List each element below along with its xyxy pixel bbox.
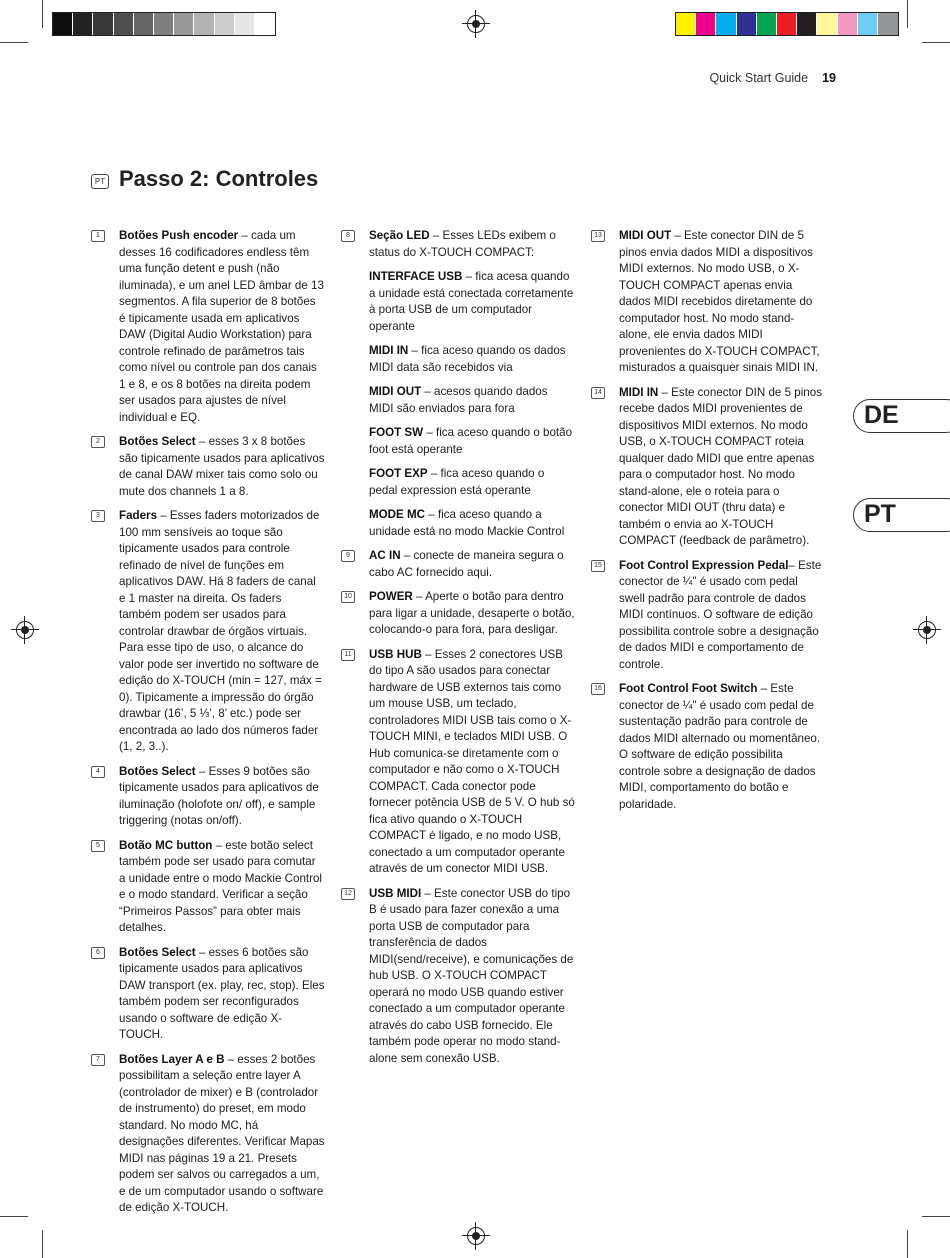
item-number: 15 xyxy=(591,560,605,572)
column-1 xyxy=(96,228,325,1225)
registration-mark-icon xyxy=(16,621,34,639)
led-text: – fica aceso quando a unidade está no modo Mackie Control xyxy=(369,508,565,538)
item-text: – Este conector de ¼" é usado com pedal swell padrão para controle de dados MIDI contínuos. O software de edição possibilita controle sobre a designação de dados MIDI e comportamento de controle. xyxy=(619,558,822,671)
list-item xyxy=(96,228,325,426)
item-label: Foot Control Expression Pedal xyxy=(619,558,789,572)
crop-mark xyxy=(42,1230,43,1258)
item-label: Botões Select xyxy=(119,764,196,778)
item-number: 2 xyxy=(91,436,105,448)
list-item xyxy=(346,548,575,581)
item-number: 10 xyxy=(341,591,355,603)
page-number: 19 xyxy=(822,71,836,85)
registration-mark-icon xyxy=(467,15,485,33)
color-swatch xyxy=(73,13,93,35)
color-swatch xyxy=(676,13,696,35)
side-tab-pt[interactable]: PT xyxy=(853,498,950,532)
crop-mark xyxy=(922,1216,950,1217)
color-swatch xyxy=(797,13,817,35)
item-text: – Este conector DIN de 5 pinos envia dados MIDI a dispositivos MIDI externos. No modo USB, o X-TOUCH COMPACT apenas envia dados MIDI recebidos diretamente do computador host. No modo stand-alone, ele envia dados MIDI provenientes do X-TOUCH COMPACT, misturados a quaisquer sinais MIDI IN. xyxy=(619,229,820,374)
list-item xyxy=(594,385,825,550)
led-text: – acesos quando dados MIDI são enviados para fora xyxy=(369,385,548,415)
crop-mark xyxy=(907,1230,908,1258)
item-number: 5 xyxy=(91,840,105,852)
list-item xyxy=(344,647,575,878)
cmyk-color-bar xyxy=(675,12,899,36)
crop-mark xyxy=(42,0,43,28)
item-label: USB MIDI xyxy=(369,886,422,900)
item-number: 14 xyxy=(591,387,605,399)
item-text: – esses 3 x 8 botões são tipicamente usados para aplicativos de canal DAW mixer tais como solo ou mute dos channels 1 a 8. xyxy=(119,435,325,498)
item-label: Botão MC button xyxy=(119,838,213,852)
led-text: – fica acesa quando a unidade está conectada corretamente à porta USB de um computador operante xyxy=(369,270,574,333)
list-item xyxy=(594,558,825,674)
color-swatch xyxy=(777,13,797,35)
crop-mark xyxy=(922,42,950,43)
item-number: 1 xyxy=(91,230,105,242)
running-header xyxy=(709,71,836,85)
color-swatch xyxy=(757,13,777,35)
color-swatch xyxy=(696,13,716,35)
item-label: MIDI OUT xyxy=(619,229,672,242)
crop-mark xyxy=(0,1216,28,1217)
led-status-item xyxy=(369,507,575,540)
item-text: – esses 2 botões possibilitam a seleção entre layer A (controlador de mixer) e B (controlador de instrumento) do preset, em modo standard. No modo MC, há designações diferentes. Verificar Mapas MIDI nas páginas 19 a 21. Presets podem ser salvos ou carregados a um, e de um computador usando o software de edição X-TOUCH. xyxy=(119,1052,325,1214)
item-number: 6 xyxy=(91,947,105,959)
led-label: INTERFACE USB xyxy=(369,270,463,283)
color-swatch xyxy=(194,13,214,35)
item-label: Botões Layer A e B xyxy=(119,1052,225,1066)
color-swatch xyxy=(114,13,134,35)
color-swatch xyxy=(716,13,736,35)
color-swatch xyxy=(838,13,858,35)
item-text: – Este conector DIN de 5 pinos recebe dados MIDI provenientes de dispositivos MIDI externos. No modo USB, o X-TOUCH COMPACT roteia qualquer dado MIDI que entre apenas para o computador host. No modo stand-alone, ele o roteia para o conector MIDI OUT (thru data) e também o envia ao X-TOUCH COMPACT (feedback de parâmetro). xyxy=(619,385,822,547)
color-swatch xyxy=(817,13,837,35)
item-label: Faders xyxy=(119,509,158,522)
item-text: – este botão select também pode ser usado para comutar a unidade entre o modo Mackie Control e o modo standard. Verificar a seção “Primeiros Passos” para obter mais detalhes. xyxy=(119,838,323,934)
item-label: Botões Select xyxy=(119,435,196,448)
item-number: 4 xyxy=(91,766,105,778)
list-item xyxy=(96,434,325,500)
registration-mark-icon xyxy=(918,621,936,639)
item-label: Seção LED xyxy=(369,229,430,242)
color-swatch xyxy=(878,13,898,35)
item-text: – cada um desses 16 codificadores endless têm uma função detent e push (não iluminada), e um anel LED âmbar de 13 segmentos. A fila superior de 8 botões é tipicamente usada em aplicativos DAW (Digital Audio Workstation) para controle refinado de parâmetros tais como nível ou controle pan dos canais 1 e 8, e os 8 botões na direita podem ser usados para ajustes de nível individual e EQ. xyxy=(119,229,324,424)
item-number: 11 xyxy=(341,649,355,661)
item-text: – Esses faders motorizados de 100 mm sensíveis ao toque são tipicamente usados para controle refinado de nível de funções em aplicativos DAW. Há 8 faders de canal e 1 master na direita. Os faders também podem ser usados para controlar drawbar de órgãos virtuais. Para esse tipo de uso, o alcance do valor pode ser invertido no software de edição do X-TOUCH (min = 127, máx = 0). Tipicamente a impressão do órgão drawbar (16’, 5 ⅓’, 8’ etc.) pode ser encontrada ao lado dos números fader (1, 2, 3..). xyxy=(119,509,322,753)
led-status-item xyxy=(369,466,575,499)
item-label: Botões Select xyxy=(119,945,196,959)
color-swatch xyxy=(255,13,275,35)
list-item xyxy=(96,508,325,756)
crop-mark xyxy=(907,0,908,28)
color-swatch xyxy=(93,13,113,35)
list-item xyxy=(96,838,325,937)
item-label: AC IN xyxy=(369,549,401,562)
item-label: Foot Control Foot Switch xyxy=(619,682,758,695)
item-label: USB HUB xyxy=(369,647,422,661)
item-text: – Este conector de ¼" é usado com pedal de sustentação padrão para controle de dados MIDI alternado ou momentâneo. O software de edição possibilita controle sobre a designação de dados MIDI, comportamento do botão e polaridade. xyxy=(619,682,821,811)
led-text: – fica aceso quando os dados MIDI data são recebidos via xyxy=(369,344,566,374)
led-status-item xyxy=(369,269,575,335)
list-item xyxy=(346,228,575,261)
item-text: – Aperte o botão para dentro para ligar a unidade, desaperte o botão, colocando-o para fora, para desligar. xyxy=(369,590,575,636)
item-number: 12 xyxy=(341,888,355,900)
item-text: – Esses 9 botões são tipicamente usados para aplicativos de iluminação (holofote on/ off), e sample triggering (notas on/off). xyxy=(119,764,319,827)
led-status-item xyxy=(369,384,575,417)
item-text: – Esses LEDs exibem o status do X-TOUCH COMPACT: xyxy=(369,229,556,259)
registration-mark-icon xyxy=(467,1227,485,1245)
list-item xyxy=(96,764,325,830)
crop-mark xyxy=(0,42,28,43)
item-label: Botões Push encoder xyxy=(119,229,239,242)
list-item xyxy=(594,228,825,377)
list-item xyxy=(344,886,575,1068)
color-swatch xyxy=(737,13,757,35)
led-status-item xyxy=(369,425,575,458)
item-number: 8 xyxy=(341,230,355,242)
list-item xyxy=(344,589,575,639)
item-label: POWER xyxy=(369,590,413,603)
grayscale-color-bar xyxy=(52,12,276,36)
color-swatch xyxy=(134,13,154,35)
guide-title: Quick Start Guide xyxy=(709,71,809,85)
led-label: FOOT SW xyxy=(369,426,424,439)
led-status-item xyxy=(369,343,575,376)
led-label: MIDI OUT xyxy=(369,385,422,398)
list-item xyxy=(594,681,825,813)
led-label: MODE MC xyxy=(369,508,426,521)
page-title: Passo 2: Controles xyxy=(119,166,319,191)
color-swatch xyxy=(154,13,174,35)
item-text: – conecte de maneira segura o cabo AC fornecido aqui. xyxy=(369,549,564,579)
side-tab-de[interactable]: DE xyxy=(853,399,950,433)
color-swatch xyxy=(215,13,235,35)
item-number: 3 xyxy=(91,510,105,522)
language-code-badge: PT xyxy=(91,174,109,189)
led-text: – fica aceso quando o pedal expression está operante xyxy=(369,467,545,497)
item-text: – Esses 2 conectores USB do tipo A são usados para conectar hardware de USB externos tais como um mouse USB, um teclado, controladores MIDI USB tais como o X-TOUCH MINI, e teclados MIDI USB. O Hub comunica-se diretamente com o computador e não como o X-TOUCH COMPACT. Cada conector pode fornecer potência USB de 5 V. O hub só fica ativo quando o X-TOUCH COMPACT é ligado, e no modo USB, conectado a um computador operante através de um conector MIDI USB. xyxy=(369,647,575,875)
led-text: – fica aceso quando o botão foot está operante xyxy=(369,426,573,456)
color-swatch xyxy=(858,13,878,35)
item-text: – esses 6 botões são tipicamente usados para aplicativos DAW transport (ex. play, rec, stop). Eles também podem ser reconfigurados usando o software de edição X-TOUCH. xyxy=(119,945,325,1041)
column-2 xyxy=(344,228,575,1075)
led-label: MIDI IN xyxy=(369,344,409,357)
color-swatch xyxy=(53,13,73,35)
color-swatch xyxy=(235,13,255,35)
item-label: MIDI IN xyxy=(619,385,659,399)
list-item xyxy=(96,945,325,1044)
column-3 xyxy=(594,228,825,821)
item-number: 7 xyxy=(91,1054,105,1066)
color-swatch xyxy=(174,13,194,35)
list-item xyxy=(96,1052,325,1217)
item-number: 9 xyxy=(341,550,355,562)
item-text: – Este conector USB do tipo B é usado para fazer conexão a uma porta USB de computador para transferência de dados MIDI(send/receive), e comunicações de hub USB. O X-TOUCH COMPACT operará no modo USB quando estiver conectado a um computador operante através do cabo USB fornecido. Ele também pode operar no modo stand-alone sem conexão USB. xyxy=(369,886,574,1065)
led-label: FOOT EXP xyxy=(369,467,428,480)
item-number: 16 xyxy=(591,683,605,695)
item-number: 13 xyxy=(591,230,605,242)
